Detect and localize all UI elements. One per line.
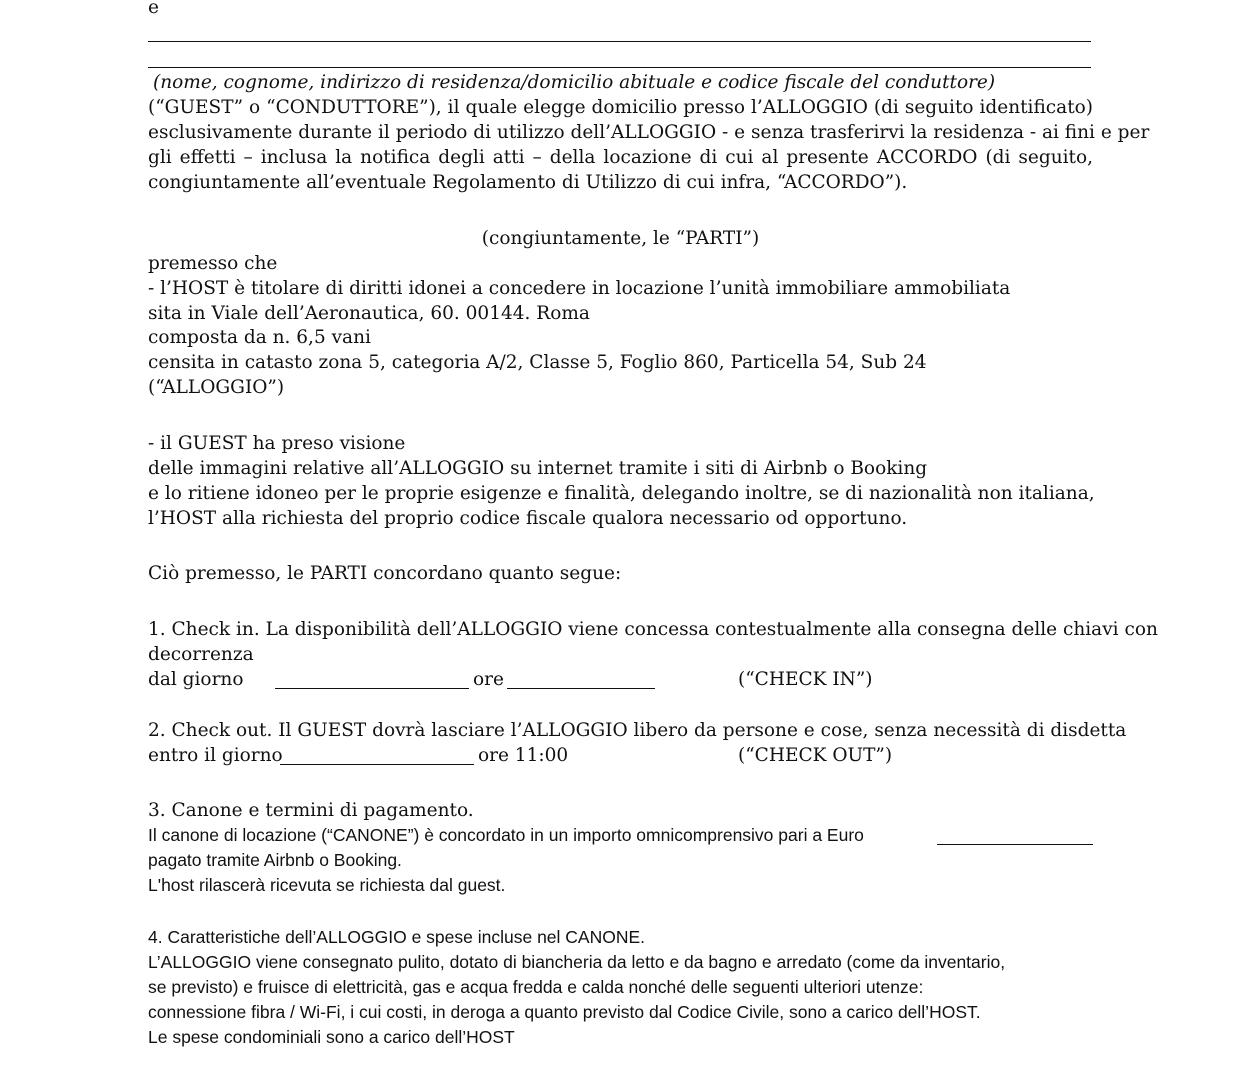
host-line-3: composta da n. 6,5 vani: [148, 327, 371, 348]
guest-para-line-3: gli effetti – inclusa la notifica degli atti – della locazione di cui al presente ACCORDO (di seguito,: [148, 147, 1093, 168]
conduttore-caption: (nome, cognome, indirizzo di residenza/domicilio abituale e codice fiscale del conduttore): [153, 72, 996, 93]
guest-line-3: e lo ritiene idoneo per le proprie esigenze e finalità, delegando inoltre, se di nazionalità non italiana,: [148, 483, 1095, 504]
fill-line-2: [148, 67, 1091, 68]
agreement-intro: Ciò premesso, le PARTI concordano quanto segue:: [148, 563, 622, 584]
checkout-line-1: 2. Check out. Il GUEST dovrà lasciare l’ALLOGGIO libero da persone e cose, senza necessità di disdetta: [148, 720, 1127, 741]
checkout-ore-label: ore 11:00: [478, 745, 569, 766]
guest-para-line-4: congiuntamente all’eventuale Regolamento di Utilizzo di cui infra, “ACCORDO”).: [148, 172, 908, 193]
checkin-ore-label: ore: [473, 669, 504, 690]
caratteristiche-line-2: se previsto) e fruisce di elettricità, gas e acqua fredda e calda nonché delle seguenti ulteriori utenze:: [148, 977, 924, 997]
checkin-line-2: decorrenza: [148, 644, 254, 665]
checkin-day-blank: [275, 674, 469, 689]
host-line-2: sita in Viale dell’Aeronautica, 60. 00144. Roma: [148, 303, 590, 324]
caratteristiche-line-1: L’ALLOGGIO viene consegnato pulito, dotato di biancheria da letto e da bagno e arredato (come da inventario,: [148, 952, 1006, 972]
host-line-5: (“ALLOGGIO”): [148, 377, 285, 398]
top-fragment: e: [148, 0, 159, 18]
guest-line-4: l’HOST alla richiesta del proprio codice fiscale qualora necessario od opportuno.: [148, 508, 908, 529]
caratteristiche-line-4: Le spese condominiali sono a carico dell’HOST: [148, 1027, 515, 1047]
canone-line-3: L'host rilascerà ricevuta se richiesta dal guest.: [148, 875, 506, 895]
guest-para-line-2: esclusivamente durante il periodo di utilizzo dell’ALLOGGIO - e senza trasferirvi la residenza - ai fini e per: [148, 122, 1150, 143]
checkin-ore-blank: [507, 674, 655, 689]
checkout-day-blank: [280, 750, 474, 765]
checkout-day-label: entro il giorno: [148, 745, 283, 766]
caratteristiche-heading: 4. Caratteristiche dell’ALLOGGIO e spese incluse nel CANONE.: [148, 927, 646, 947]
guest-line-2: delle immagini relative all’ALLOGGIO su internet tramite i siti di Airbnb o Booking: [148, 458, 928, 479]
host-line-4: censita in catasto zona 5, categoria A/2, Classe 5, Foglio 860, Particella 54, Sub 24: [148, 352, 927, 373]
premesso-heading: premesso che: [148, 253, 278, 274]
guest-para-line-1: (“GUEST” o “CONDUTTORE”), il quale elegge domicilio presso l’ALLOGGIO (di seguito identificato): [148, 97, 1093, 118]
checkout-tag: (“CHECK OUT”): [738, 745, 893, 766]
host-line-1: - l’HOST è titolare di diritti idonei a concedere in locazione l’unità immobiliare ammobiliata: [148, 278, 1011, 299]
fill-line-1: [148, 41, 1091, 42]
guest-line-1: - il GUEST ha preso visione: [148, 433, 406, 454]
canone-amount-blank: [937, 830, 1093, 845]
checkin-line-1: 1. Check in. La disponibilità dell’ALLOGGIO viene concessa contestualmente alla consegna delle chiavi con: [148, 619, 1158, 640]
checkin-day-label: dal giorno: [148, 669, 244, 690]
canone-heading: 3. Canone e termini di pagamento.: [148, 800, 474, 821]
canone-line-2: pagato tramite Airbnb o Booking.: [148, 850, 402, 870]
checkin-tag: (“CHECK IN”): [738, 669, 873, 690]
parties-label: (congiuntamente, le “PARTI”): [481, 228, 760, 249]
caratteristiche-line-3: connessione fibra / Wi-Fi, i cui costi, in deroga a quanto previsto dal Codice Civile, sono a carico dell’HOST.: [148, 1002, 981, 1022]
canone-line-1: Il canone di locazione (“CANONE”) è concordato in un importo omnicomprensivo pari a Euro: [148, 825, 864, 845]
